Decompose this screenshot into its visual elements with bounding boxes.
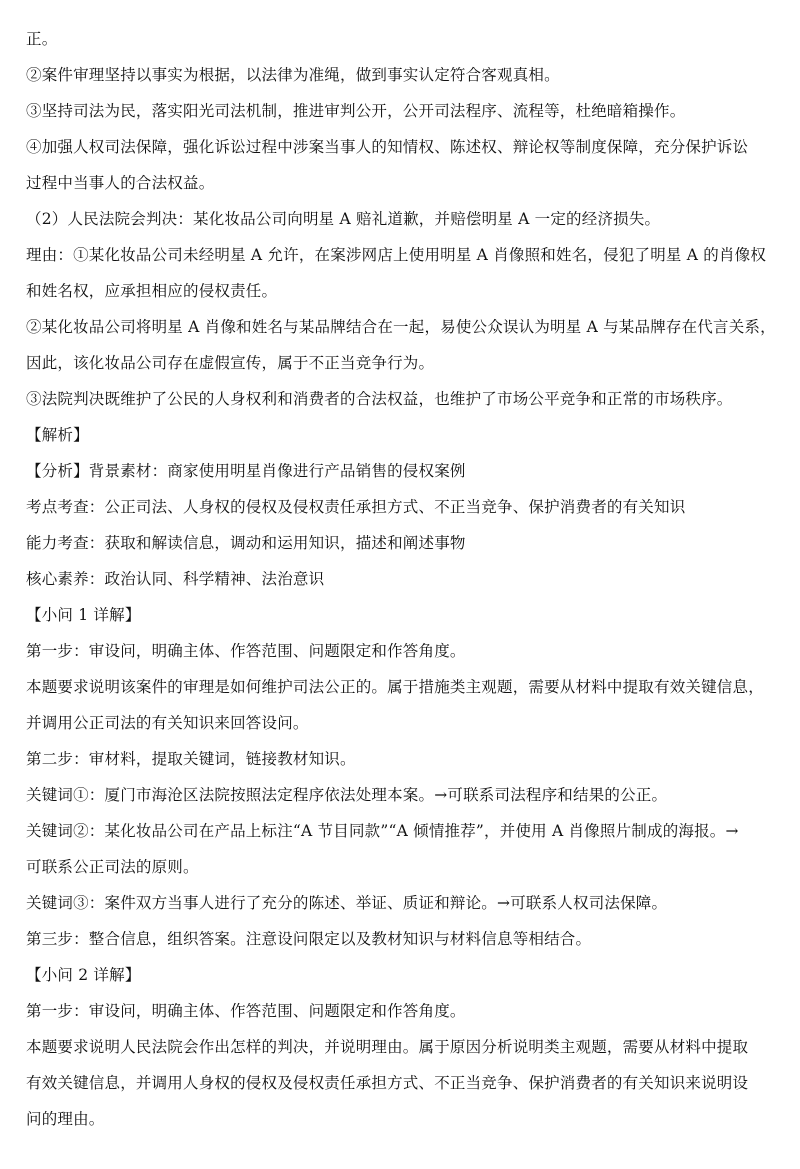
text-line: 问的理由。 xyxy=(26,1110,105,1128)
text-line: 第二步：审材料，提取关键词，链接教材知识。 xyxy=(26,750,356,768)
section-heading: 【小问 1 详解】 xyxy=(26,606,141,624)
text-line: 考点考查：公正司法、人身权的侵权及侵权责任承担方式、不正当竞争、保护消费者的有关知识 xyxy=(26,498,686,516)
text-line: 有效关键信息，并调用人身权的侵权及侵权责任承担方式、不正当竞争、保护消费者的有关知识来说明设 xyxy=(26,1074,749,1092)
text-line: 本题要求说明该案件的审理是如何维护司法公正的。属于措施类主观题，需要从材料中提取有效关键信息， xyxy=(26,678,764,696)
text-line: （2）人民法院会判决：某化妆品公司向明星 A 赔礼道歉，并赔偿明星 A 一定的经济损失。 xyxy=(26,210,661,228)
section-heading: 【小问 2 详解】 xyxy=(26,966,141,984)
text-line: ②案件审理坚持以事实为根据，以法律为准绳，做到事实认定符合客观真相。 xyxy=(26,66,560,84)
text-line: 正。 xyxy=(26,30,58,48)
text-line: ②某化妆品公司将明星 A 肖像和姓名与某品牌结合在一起，易使公众误认为明星 A 与某品牌存在代言关系， xyxy=(26,318,776,336)
text-line: 核心素养：政治认同、科学精神、法治意识 xyxy=(26,570,325,588)
text-line: ③坚持司法为民，落实阳光司法机制，推进审判公开，公开司法程序、流程等，杜绝暗箱操作。 xyxy=(26,102,686,120)
text-line: 过程中当事人的合法权益。 xyxy=(26,174,215,192)
text-line: 第一步：审设问，明确主体、作答范围、问题限定和作答角度。 xyxy=(26,642,466,660)
text-line: 可联系公正司法的原则。 xyxy=(26,858,199,876)
text-line: 因此，该化妆品公司存在虚假宣传，属于不正当竞争行为。 xyxy=(26,354,435,372)
text-line: 和姓名权，应承担相应的侵权责任。 xyxy=(26,282,278,300)
text-line: 第一步：审设问，明确主体、作答范围、问题限定和作答角度。 xyxy=(26,1002,466,1020)
text-line: 能力考查：获取和解读信息，调动和运用知识，描述和阐述事物 xyxy=(26,534,466,552)
text-line: 关键词①：厦门市海沧区法院按照法定程序依法处理本案。→可联系司法程序和结果的公正。 xyxy=(26,786,668,804)
text-line: 理由：①某化妆品公司未经明星 A 允许，在案涉网店上使用明星 A 肖像照和姓名，侵犯了明星 A 的肖像权 xyxy=(26,246,767,264)
text-line: 并调用公正司法的有关知识来回答设问。 xyxy=(26,714,309,732)
text-line: 【分析】背景素材：商家使用明星肖像进行产品销售的侵权案例 xyxy=(26,462,466,480)
section-heading: 【解析】 xyxy=(26,426,89,444)
text-line: 本题要求说明人民法院会作出怎样的判决，并说明理由。属于原因分析说明类主观题，需要从材料中提取 xyxy=(26,1038,749,1056)
text-line: ④加强人权司法保障，强化诉讼过程中涉案当事人的知情权、陈述权、辩论权等制度保障，充分保护诉讼 xyxy=(26,138,749,156)
text-line: 第三步：整合信息，组织答案。注意设问限定以及教材知识与材料信息等相结合。 xyxy=(26,930,592,948)
text-line: ③法院判决既维护了公民的人身权利和消费者的合法权益，也维护了市场公平竞争和正常的市场秩序。 xyxy=(26,390,733,408)
text-line: 关键词②：某化妆品公司在产品上标注“A 节目同款”“A 倾情推荐”，并使用 A 肖像照片制成的海报。→ xyxy=(26,822,739,840)
text-line: 关键词③：案件双方当事人进行了充分的陈述、举证、质证和辩论。→可联系人权司法保障。 xyxy=(26,894,668,912)
